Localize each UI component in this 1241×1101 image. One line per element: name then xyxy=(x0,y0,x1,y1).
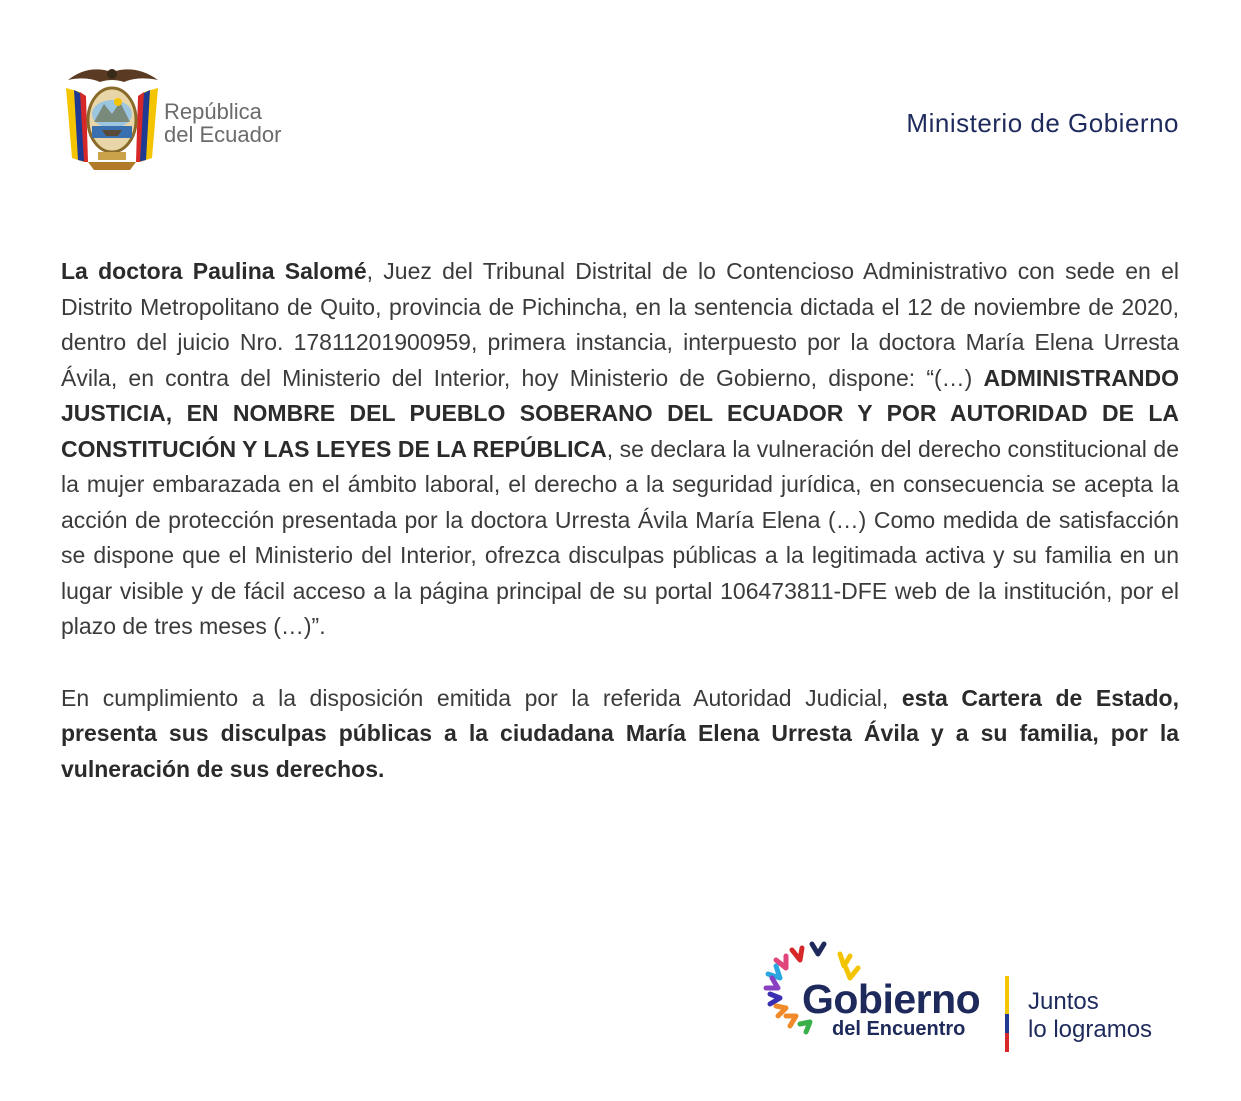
republic-logo xyxy=(58,58,318,178)
apology-intro: En cumplimiento a la disposición emitida por la referida Autoridad Judicial, xyxy=(61,684,902,711)
ruling-text-1: , Juez del Tribunal Distrital de lo Contencioso Administrativo con sede en el Distrito Metropolitano de Quito, provincia de Pichincha, en la sentencia dictada el 12 de noviembre de 2020, dentro del juicio Nro. 17811201900959, primera instancia, interpuesto por la doctora María Elena Urresta Ávila, en contra del Ministerio del Interior, hoy Ministerio de Gobierno, dispone: “(…) xyxy=(61,258,1180,391)
paragraph-ruling xyxy=(61,254,1179,645)
republic-name xyxy=(164,100,281,146)
coat-of-arms-icon xyxy=(58,58,166,176)
judge-name: La doctora Paulina Salomé xyxy=(61,258,367,284)
paragraph-apology xyxy=(61,681,1179,788)
ministry-title: Ministerio de Gobierno xyxy=(906,108,1179,138)
brand-main: Gobierno xyxy=(802,976,981,1022)
slogan-line2: lo logramos xyxy=(1028,1016,1153,1043)
brand-sub: del Encuentro xyxy=(832,1018,966,1040)
flag-divider xyxy=(1005,976,1009,1052)
republic-line1: República xyxy=(164,99,262,124)
slogan xyxy=(1028,988,1152,1044)
document-body xyxy=(61,254,1179,823)
apology-statement: esta Cartera de Estado, presenta sus disculpas públicas a la ciudadana María Elena Urresta Ávila y a su familia, por la vulneración de sus derechos. xyxy=(61,684,1179,782)
ruling-text-2: , se declara la vulneración del derecho constitucional de la mujer embarazada en el ámbito laboral, el derecho a la seguridad jurídica, en consecuencia se acepta la acción de protección presentada por la doctora Urresta Ávila María Elena (…) Como medida de satisfacción se dispone que el Ministerio del Interior, ofrezca disculpas públicas a la legitimada activa y su familia en un lugar visible y de fácil acceso a la página principal de su portal 106473811-DFE web de la institución, por el plazo de tres meses (…)”. xyxy=(61,435,1179,639)
slogan-line1: Juntos xyxy=(1028,988,1099,1015)
ruling-formula: ADMINISTRANDO JUSTICIA, EN NOMBRE DEL PUEBLO SOBERANO DEL ECUADOR Y POR AUTORIDAD DE LA CONSTITUCIÓN Y LAS LEYES DE LA REPÚBLICA xyxy=(61,364,1179,462)
republic-line2: del Ecuador xyxy=(164,122,282,147)
gobierno-del-encuentro-logo xyxy=(762,938,1192,1058)
